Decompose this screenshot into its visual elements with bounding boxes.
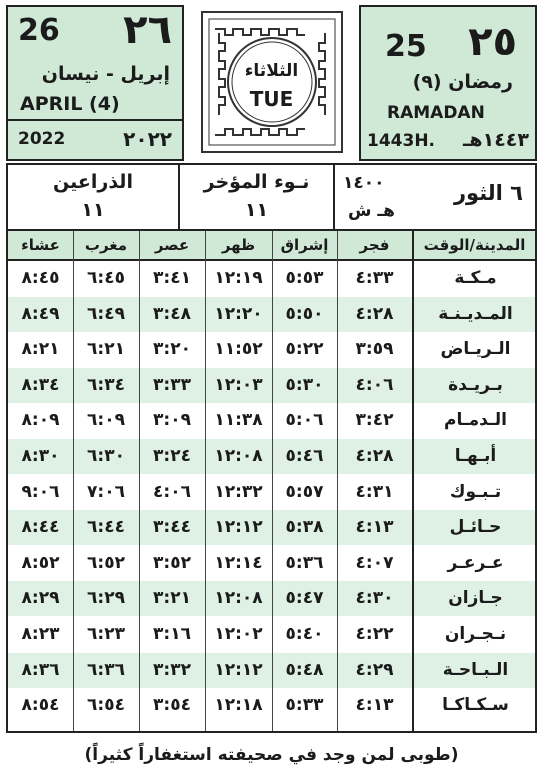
maghrib-time: ٦:٤٤ bbox=[87, 517, 125, 538]
fajr-time: ٤:٢٢ bbox=[355, 624, 394, 644]
shuruq-time: ٥:٤٧ bbox=[285, 588, 324, 609]
dhuhr-time: ١٢:٣٢ bbox=[214, 481, 263, 502]
solar-hijri-year: ١٤٠٠ bbox=[343, 173, 385, 193]
city-name: نـجـران bbox=[444, 624, 507, 644]
fajr-time: ٤:٠٦ bbox=[355, 374, 394, 395]
fajr-time: ٤:٣٣ bbox=[355, 268, 394, 288]
dhuhr-time: ١٢:١٨ bbox=[214, 695, 263, 716]
solar-hijri-label: هـ ش bbox=[348, 201, 395, 221]
asr-time: ٣:٤٨ bbox=[153, 303, 191, 324]
shuruq-time: ٥:٣٦ bbox=[285, 552, 324, 573]
asr-time: ٣:٥٢ bbox=[153, 552, 191, 573]
isha-time: ٨:٤٥ bbox=[21, 268, 60, 288]
city-name: الـريـاض bbox=[440, 339, 511, 360]
fajr-time: ٤:٠٧ bbox=[355, 552, 394, 573]
hijri-year-arabic: ١٤٤٣هـ bbox=[462, 129, 529, 151]
fajr-time: ٤:٣١ bbox=[355, 481, 394, 502]
fajr-time: ٤:٢٩ bbox=[355, 659, 394, 680]
shuruq-time: ٥:٣٣ bbox=[285, 695, 324, 716]
asr-time: ٣:١٦ bbox=[153, 624, 191, 644]
weekday-arabic: الثلاثاء bbox=[244, 61, 299, 81]
isha-time: ٨:٠٩ bbox=[21, 410, 60, 431]
fajr-time: ٣:٤٢ bbox=[355, 410, 394, 431]
city-name: الـبـاحـة bbox=[442, 659, 509, 680]
gregorian-month-arabic: إبريل - نيسان bbox=[41, 63, 170, 85]
fajr-time: ٤:٣٠ bbox=[355, 588, 394, 609]
isha-time: ٨:٢٩ bbox=[21, 588, 60, 609]
maghrib-time: ٦:٤٩ bbox=[87, 303, 125, 324]
isha-time: ٨:٣٤ bbox=[21, 374, 60, 395]
gregorian-day: 26 bbox=[18, 13, 60, 48]
shuruq-time: ٥:٤٦ bbox=[285, 446, 324, 466]
maghrib-time: ٦:٣٤ bbox=[87, 374, 125, 395]
star-late-label: نـوء المؤخر bbox=[203, 171, 310, 193]
asr-time: ٣:٣٢ bbox=[153, 659, 191, 680]
dhuhr-time: ١٢:٠٣ bbox=[214, 374, 263, 395]
header-dhuhr: ظهر bbox=[221, 236, 256, 254]
isha-time: ٨:٥٢ bbox=[21, 552, 60, 573]
weekday-english: TUE bbox=[249, 87, 294, 111]
star-dhiraa-label: الذراعين bbox=[53, 171, 133, 193]
maghrib-time: ٦:٤٥ bbox=[87, 268, 125, 288]
fajr-time: ٣:٥٩ bbox=[355, 339, 394, 360]
asr-time: ٣:٠٩ bbox=[153, 410, 191, 431]
gregorian-year-arabic: ٢٠٢٢ bbox=[123, 127, 172, 151]
weekday-panel bbox=[187, 5, 356, 161]
maghrib-time: ٦:٢١ bbox=[87, 339, 125, 360]
city-name: تـبـوك bbox=[449, 481, 502, 502]
city-name: الـدمـام bbox=[443, 410, 508, 431]
maghrib-time: ٦:٥٢ bbox=[87, 552, 125, 573]
gregorian-divider bbox=[8, 119, 182, 121]
city-name: مـكـة bbox=[454, 268, 497, 288]
asr-time: ٣:٢٤ bbox=[153, 446, 191, 466]
city-name: بـريـدة bbox=[448, 374, 503, 395]
dhuhr-time: ١١:٥٢ bbox=[214, 339, 263, 360]
dhuhr-time: ١٢:١٢ bbox=[214, 517, 263, 538]
dhuhr-time: ١٢:٠٨ bbox=[214, 588, 263, 609]
city-name: عـرعـر bbox=[447, 552, 504, 573]
hijri-month-english: RAMADAN bbox=[387, 103, 485, 123]
gregorian-day-arabic: ٢٦ bbox=[123, 7, 172, 53]
dhuhr-time: ١٢:١٩ bbox=[214, 268, 263, 288]
isha-time: ٨:٤٤ bbox=[21, 517, 60, 538]
gregorian-year: 2022 bbox=[18, 129, 66, 149]
shuruq-time: ٥:٥٣ bbox=[285, 268, 324, 288]
hijri-year: 1443H. bbox=[367, 131, 435, 151]
shuruq-time: ٥:٤٠ bbox=[285, 624, 324, 644]
shuruq-time: ٥:٣٨ bbox=[285, 517, 324, 538]
asr-time: ٤:٠٦ bbox=[153, 481, 191, 502]
dhuhr-time: ١٢:٠٨ bbox=[214, 446, 263, 466]
hijri-day: 25 bbox=[385, 29, 427, 64]
star-late-value: ١١ bbox=[244, 199, 269, 221]
header-fajr: فجر bbox=[359, 236, 390, 254]
isha-time: ٨:٢١ bbox=[21, 339, 60, 360]
star-dhiraa-value: ١١ bbox=[81, 199, 105, 221]
isha-time: ٨:٥٤ bbox=[21, 695, 60, 716]
shuruq-time: ٥:٤٨ bbox=[285, 659, 324, 680]
hijri-month-arabic: رمضان (٩) bbox=[412, 71, 513, 93]
isha-time: ٨:٣٦ bbox=[21, 659, 60, 680]
dhuhr-time: ١٢:١٢ bbox=[214, 659, 263, 680]
header-isha: عشاء bbox=[21, 236, 60, 254]
city-name: أبـهـا bbox=[454, 446, 497, 466]
calendar-page bbox=[6, 5, 537, 733]
asr-time: ٣:٢٠ bbox=[153, 339, 191, 360]
asr-time: ٣:٢١ bbox=[153, 588, 191, 609]
header-asr: عصر bbox=[154, 236, 190, 254]
shuruq-time: ٥:٥٠ bbox=[285, 303, 324, 324]
maghrib-time: ٦:٠٩ bbox=[87, 410, 125, 431]
maghrib-time: ٦:٥٤ bbox=[87, 695, 125, 716]
maghrib-time: ٦:٢٩ bbox=[87, 588, 125, 609]
header-maghrib: مغرب bbox=[84, 236, 128, 254]
shuruq-time: ٥:٠٦ bbox=[285, 410, 324, 431]
shuruq-time: ٥:٢٢ bbox=[285, 339, 324, 360]
prayer-times-table bbox=[6, 231, 537, 733]
city-name: سـكـاكـا bbox=[442, 695, 509, 716]
asr-time: ٣:٥٤ bbox=[153, 695, 191, 716]
fajr-time: ٤:٢٨ bbox=[355, 446, 394, 466]
asr-time: ٣:٤٤ bbox=[153, 517, 191, 538]
fajr-time: ٤:١٣ bbox=[355, 517, 394, 538]
maghrib-time: ٧:٠٦ bbox=[87, 481, 125, 502]
season-name: ٦ الثور bbox=[453, 181, 523, 205]
footer-quote: (طوبى لمن وجد في صحيفته استغفاراً كثيراً) bbox=[84, 745, 459, 765]
dhuhr-time: ١٢:٢٠ bbox=[214, 303, 263, 324]
dhuhr-time: ١٢:١٤ bbox=[214, 552, 263, 573]
header-shuruq: إشراق bbox=[280, 236, 329, 254]
hijri-day-arabic: ٢٥ bbox=[468, 19, 517, 65]
maghrib-time: ٦:٣٦ bbox=[87, 659, 125, 680]
city-name: حـائـل bbox=[449, 517, 502, 538]
shuruq-time: ٥:٣٠ bbox=[285, 374, 324, 395]
isha-time: ٨:٢٣ bbox=[21, 624, 60, 644]
isha-time: ٨:٤٩ bbox=[21, 303, 60, 324]
isha-time: ٩:٠٦ bbox=[21, 481, 60, 502]
dhuhr-time: ١٢:٠٢ bbox=[214, 624, 263, 644]
hijri-date-panel bbox=[359, 5, 537, 161]
season-info-row bbox=[6, 163, 537, 231]
city-name: المـديـنـة bbox=[438, 303, 513, 324]
isha-time: ٨:٣٠ bbox=[21, 446, 60, 466]
maghrib-time: ٦:٣٠ bbox=[87, 446, 125, 466]
asr-time: ٣:٣٣ bbox=[153, 374, 191, 395]
fajr-time: ٤:٢٨ bbox=[355, 303, 394, 324]
asr-time: ٣:٤١ bbox=[153, 268, 191, 288]
gregorian-month-english: APRIL (4) bbox=[20, 93, 120, 115]
shuruq-time: ٥:٥٧ bbox=[285, 481, 324, 502]
fajr-time: ٤:١٣ bbox=[355, 695, 394, 716]
city-name: جـازان bbox=[448, 588, 503, 609]
gregorian-date-panel bbox=[6, 5, 184, 161]
calligraphy-seal-icon bbox=[199, 9, 345, 155]
header-city: المدينة/الوقت bbox=[423, 236, 526, 254]
maghrib-time: ٦:٢٣ bbox=[87, 624, 125, 644]
dhuhr-time: ١١:٣٨ bbox=[214, 410, 263, 431]
